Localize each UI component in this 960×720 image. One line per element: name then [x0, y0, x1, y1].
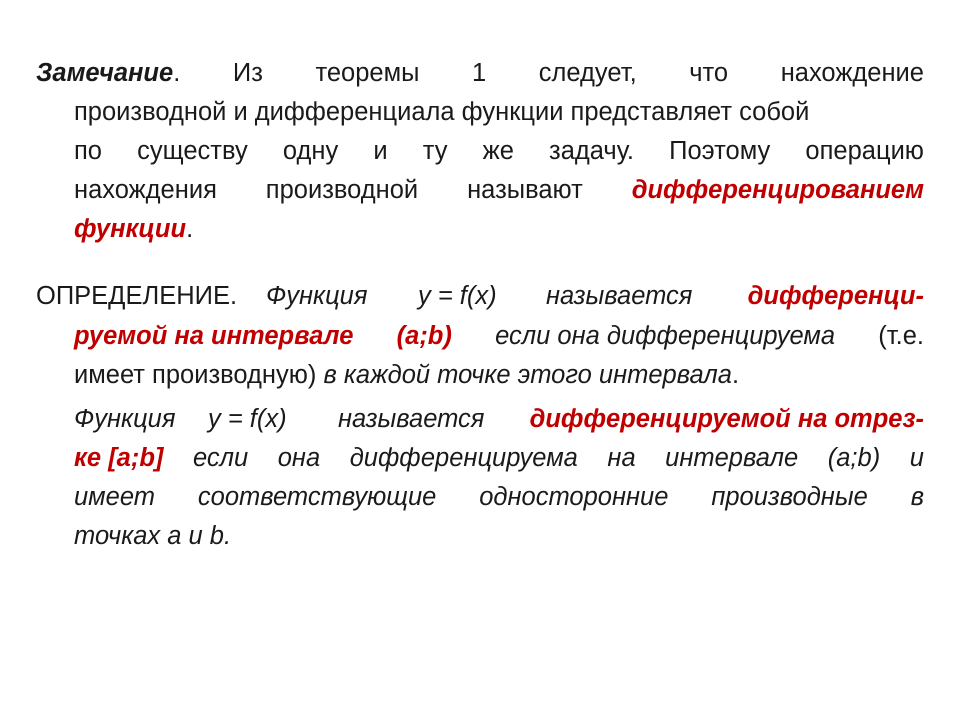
definition-term-start: дифференци-	[747, 282, 924, 310]
definition-term-interval: руемой на интервале	[74, 322, 354, 350]
definition-word-called: называется	[546, 282, 693, 310]
remark-line-4	[74, 174, 924, 206]
definition-heading: ОПРЕДЕЛЕНИЕ.	[36, 282, 238, 310]
segment-word: соответствующие	[197, 483, 437, 511]
remark-word: по	[74, 137, 102, 165]
definition-text-plain: имеет производную)	[74, 361, 317, 389]
remark-word: теоремы	[315, 59, 420, 87]
definition-text-italic-2: в каждой точке этого интервала	[323, 361, 732, 389]
segment-word: на	[607, 444, 636, 472]
remark-word: 1	[472, 59, 487, 87]
remark-heading: Замечание	[36, 59, 174, 87]
remark-term-function: функции	[74, 215, 187, 243]
segment-term: дифференцируемой на отрез-	[529, 405, 924, 433]
remark-word: ту	[422, 137, 448, 165]
definition-word-function: Функция	[266, 282, 368, 310]
segment-word: она	[277, 444, 321, 472]
segment-word-called: называется	[338, 405, 485, 433]
definition-end-dot: .	[731, 361, 740, 389]
remark-word: операцию	[805, 137, 924, 165]
segment-line-4: точках a и b.	[74, 522, 232, 550]
segment-word: и	[909, 444, 924, 472]
segment-line-3	[74, 481, 924, 513]
definition-text-ie: (т.е.	[878, 322, 924, 350]
segment-word: односторонние	[479, 483, 669, 511]
definition-line-2	[74, 320, 924, 352]
remark-word: называют	[467, 176, 583, 204]
segment-word-function: Функция	[74, 405, 176, 433]
remark-word: одну	[282, 137, 339, 165]
definition-formula: y = f(x)	[418, 282, 497, 310]
segment-formula: y = f(x)	[208, 405, 287, 433]
remark-word: производной	[265, 176, 419, 204]
segment-word: в	[910, 483, 924, 511]
remark-word: следует,	[538, 59, 637, 87]
remark-line-5	[74, 213, 193, 245]
segment-word: интервале	[665, 444, 799, 472]
segment-word: производные	[711, 483, 868, 511]
segment-word: дифференцируема	[349, 444, 578, 472]
remark-word: что	[689, 59, 729, 87]
definition-line-1	[36, 280, 924, 312]
remark-line-1	[36, 57, 924, 89]
remark-word: и	[373, 137, 388, 165]
remark-word: нахождения	[74, 176, 217, 204]
remark-word: же	[482, 137, 514, 165]
segment-word: (a;b)	[827, 444, 881, 472]
remark-word: Поэтому	[669, 137, 771, 165]
definition-interval-ab: (a;b)	[396, 322, 452, 350]
remark-line-3	[74, 135, 924, 167]
definition-text-italic: если она дифференцируема	[495, 322, 836, 350]
remark-word: Из	[232, 59, 263, 87]
remark-word: задачу.	[549, 137, 634, 165]
segment-word: если	[192, 444, 249, 472]
remark-end-dot: .	[186, 215, 194, 243]
definition-line-3	[74, 359, 739, 391]
remark-word: существу	[137, 137, 248, 165]
remark-term-differentiation: дифференцированием	[631, 176, 924, 204]
remark-word: нахождение	[780, 59, 924, 87]
segment-line-1	[74, 403, 924, 435]
segment-word: имеет	[74, 483, 155, 511]
remark-heading-dot: .	[173, 59, 181, 87]
segment-term-end: ке [a;b]	[74, 444, 164, 472]
remark-line-2: производной и дифференциала функции представляет собой	[74, 98, 810, 126]
segment-line-2	[74, 442, 924, 474]
